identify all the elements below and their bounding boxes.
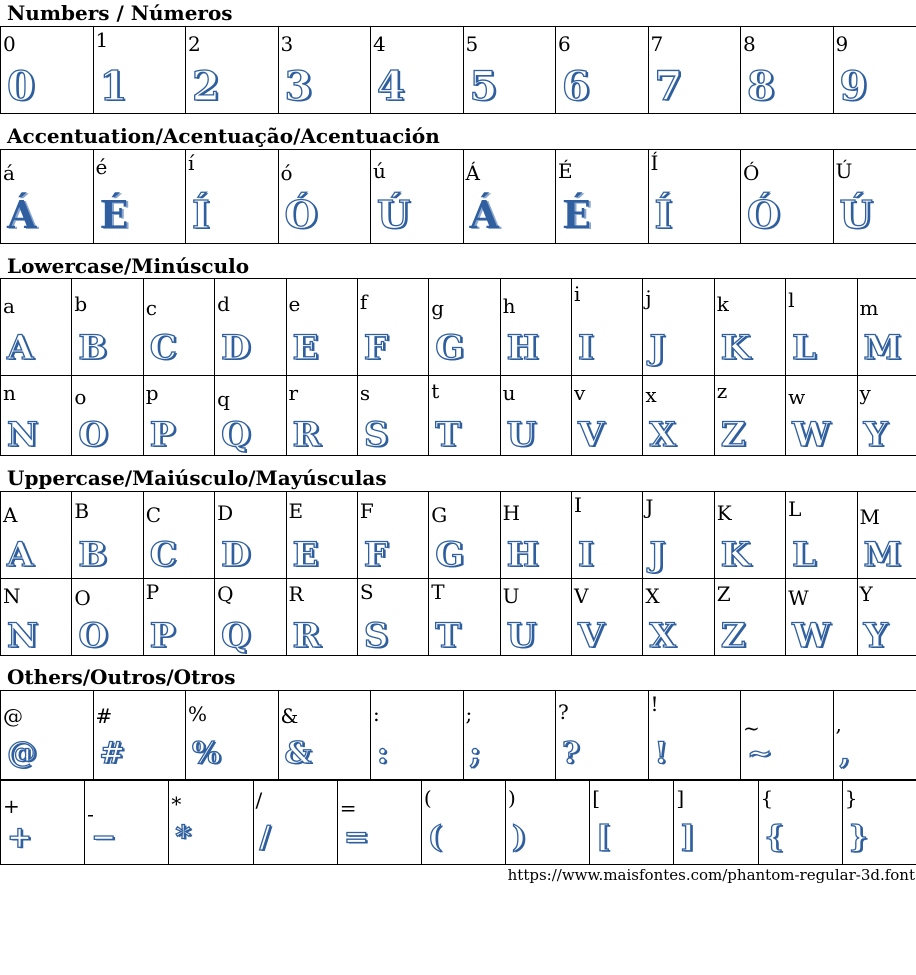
character-label: y <box>859 381 871 405</box>
character-label: k <box>716 292 729 316</box>
font-glyph-sample: T <box>435 415 461 455</box>
glyph-cell <box>278 27 371 114</box>
glyph-cell <box>143 579 214 656</box>
character-label: U <box>502 584 520 608</box>
glyph-cell <box>357 492 428 579</box>
font-glyph-sample: Ó <box>284 192 318 237</box>
font-glyph-sample: F <box>363 535 389 575</box>
glyph-cell <box>786 492 857 579</box>
character-label: q <box>217 387 230 411</box>
glyph-cell <box>72 279 143 376</box>
glyph-cell <box>643 279 714 376</box>
character-label: , <box>835 712 842 736</box>
glyph-cell <box>169 781 253 865</box>
font-glyph-sample: É <box>562 192 591 237</box>
character-label: 6 <box>558 32 571 56</box>
character-label: ? <box>558 700 569 724</box>
font-glyph-sample: 4 <box>377 63 405 110</box>
character-label: e <box>288 292 301 316</box>
glyph-cell <box>93 27 186 114</box>
character-label: s <box>359 381 371 405</box>
glyph-cell <box>337 781 421 865</box>
font-glyph-sample: % <box>192 736 221 771</box>
character-label: t <box>431 379 440 403</box>
character-label: z <box>716 379 728 403</box>
glyph-cell <box>215 279 286 376</box>
glyph-cell <box>1 27 94 114</box>
font-glyph-sample: S <box>363 616 389 656</box>
character-label: m <box>859 296 879 320</box>
font-glyph-sample: C <box>149 535 177 575</box>
glyph-cell <box>572 279 643 376</box>
font-glyph-sample: J <box>649 535 666 575</box>
character-label: 8 <box>743 32 756 56</box>
character-label: L <box>788 497 802 521</box>
glyph-cell <box>186 691 279 780</box>
character-label: j <box>645 286 652 310</box>
glyph-cell <box>643 492 714 579</box>
character-label: 0 <box>3 32 16 56</box>
font-glyph-sample: ; <box>469 736 481 771</box>
character-label: 1 <box>95 28 109 52</box>
character-label: / <box>255 788 263 812</box>
glyph-cell <box>1 492 72 579</box>
glyph-cell <box>648 150 741 244</box>
font-glyph-sample: 0 <box>7 63 35 110</box>
glyph-cell <box>463 691 556 780</box>
font-glyph-sample: 2 <box>192 63 220 110</box>
character-label: 7 <box>650 32 664 56</box>
font-glyph-sample: 3 <box>284 63 313 110</box>
glyph-cell <box>93 150 186 244</box>
font-glyph-sample: 1 <box>99 63 128 110</box>
character-label: ~ <box>743 716 760 740</box>
source-url[interactable]: https://www.maisfontes.com/phantom-regular-3d.font <box>507 866 915 884</box>
character-label: G <box>431 503 448 527</box>
character-label: f <box>359 290 368 314</box>
font-glyph-sample: Í <box>192 192 210 237</box>
glyph-cell <box>429 579 500 656</box>
font-glyph-sample: K <box>720 328 751 368</box>
glyph-cell <box>1 781 85 865</box>
font-glyph-sample: T <box>435 616 461 656</box>
character-label: ] <box>676 786 685 810</box>
character-label: g <box>431 296 445 320</box>
font-glyph-sample: D <box>221 328 251 368</box>
font-glyph-sample: 8 <box>747 63 775 110</box>
numbers-grid <box>0 26 916 114</box>
font-glyph-sample: M <box>863 535 902 575</box>
font-glyph-sample: Í <box>654 192 673 237</box>
character-label: M <box>859 505 880 529</box>
font-glyph-sample: Q <box>221 616 251 656</box>
character-label: O <box>74 586 91 610</box>
font-glyph-sample: L <box>792 328 817 368</box>
glyph-cell <box>371 27 464 114</box>
glyph-cell <box>463 27 556 114</box>
character-label: h <box>502 294 516 318</box>
character-label: d <box>217 292 230 316</box>
font-glyph-sample: I <box>578 328 594 368</box>
font-glyph-sample: F <box>363 328 389 368</box>
font-glyph-sample: A <box>7 328 34 368</box>
font-glyph-sample: = <box>343 820 369 855</box>
font-glyph-sample: & <box>284 736 312 771</box>
section-title-accentuation: Accentuation/Acentuação/Acentuación <box>7 124 440 148</box>
glyph-cell <box>429 492 500 579</box>
font-glyph-sample: { <box>764 820 784 855</box>
character-label: 2 <box>188 32 201 56</box>
glyph-cell <box>714 492 785 579</box>
character-label: J <box>645 495 654 519</box>
character-label: Ú <box>835 159 853 183</box>
glyph-cell <box>786 579 857 656</box>
character-label: 5 <box>465 32 479 56</box>
character-label: ) <box>508 786 516 810</box>
glyph-cell <box>286 376 357 456</box>
character-label: + <box>3 794 20 818</box>
character-label: * <box>171 792 182 816</box>
font-glyph-sample: E <box>292 535 319 575</box>
character-label: ( <box>423 786 432 810</box>
character-label: 9 <box>835 32 849 56</box>
font-glyph-sample: Q <box>221 415 251 455</box>
glyph-cell <box>741 150 834 244</box>
font-glyph-sample: O <box>78 616 108 656</box>
section-title-numbers: Numbers / Números <box>7 1 233 25</box>
glyph-cell <box>1 376 72 456</box>
font-glyph-sample: , <box>839 736 850 771</box>
character-label: H <box>502 501 521 525</box>
glyph-cell <box>72 579 143 656</box>
glyph-cell <box>833 150 916 244</box>
font-glyph-sample: Z <box>720 616 746 656</box>
character-label: R <box>288 582 304 606</box>
font-glyph-sample: ( <box>427 820 443 855</box>
glyph-cell <box>72 492 143 579</box>
glyph-cell <box>786 279 857 376</box>
glyph-cell <box>186 150 279 244</box>
font-glyph-sample: P <box>149 415 176 455</box>
font-glyph-sample: X <box>649 616 676 656</box>
character-label: - <box>87 802 94 826</box>
font-glyph-sample: } <box>848 820 869 855</box>
others-grid-2 <box>0 780 916 865</box>
font-glyph-sample: * <box>175 820 192 855</box>
font-glyph-sample: ! <box>654 736 668 771</box>
font-glyph-sample: / <box>259 820 271 855</box>
font-glyph-sample: 5 <box>469 63 498 110</box>
font-glyph-sample: Á <box>469 192 499 237</box>
font-glyph-sample: Y <box>863 616 888 656</box>
font-glyph-sample: G <box>435 328 465 368</box>
character-label: E <box>288 499 304 523</box>
glyph-cell <box>590 781 674 865</box>
glyph-cell <box>429 376 500 456</box>
font-glyph-sample: : <box>377 736 389 771</box>
font-glyph-sample: S <box>363 415 389 455</box>
character-label: D <box>217 501 234 525</box>
glyph-cell <box>506 781 590 865</box>
glyph-cell <box>278 691 371 780</box>
character-label: & <box>280 704 299 728</box>
font-glyph-sample: A <box>7 535 34 575</box>
glyph-cell <box>215 376 286 456</box>
glyph-cell <box>833 691 916 780</box>
character-label: w <box>788 385 806 409</box>
font-glyph-sample: L <box>792 535 817 575</box>
glyph-cell <box>93 691 186 780</box>
glyph-cell <box>186 27 279 114</box>
glyph-cell <box>429 279 500 376</box>
character-label: F <box>359 499 374 523</box>
font-glyph-sample: M <box>863 328 902 368</box>
character-label: ó <box>280 161 293 185</box>
character-label: c <box>145 296 157 320</box>
glyph-cell <box>286 579 357 656</box>
section-title-others: Others/Outros/Otros <box>7 665 236 689</box>
character-label: P <box>145 580 160 604</box>
character-label: u <box>502 381 516 405</box>
glyph-cell <box>842 781 916 865</box>
character-label: } <box>844 786 858 810</box>
font-glyph-sample: O <box>78 415 108 455</box>
glyph-cell <box>714 376 785 456</box>
font-glyph-sample: R <box>292 616 321 656</box>
glyph-cell <box>286 279 357 376</box>
font-glyph-sample: N <box>7 415 39 455</box>
font-glyph-sample: C <box>149 328 177 368</box>
character-label: W <box>788 586 809 610</box>
font-glyph-sample: G <box>435 535 465 575</box>
character-label: % <box>188 702 208 726</box>
character-label: A <box>3 503 18 527</box>
glyph-cell <box>371 691 464 780</box>
glyph-cell <box>857 579 916 656</box>
glyph-cell <box>556 150 649 244</box>
glyph-cell <box>286 492 357 579</box>
font-glyph-sample: R <box>292 415 321 455</box>
character-label: # <box>95 704 113 728</box>
font-glyph-sample: @ <box>7 736 37 771</box>
character-label: ú <box>373 159 386 183</box>
glyph-cell <box>674 781 758 865</box>
glyph-cell <box>143 376 214 456</box>
glyph-cell <box>357 579 428 656</box>
glyph-cell <box>714 579 785 656</box>
glyph-cell <box>500 279 571 376</box>
font-glyph-sample: H <box>506 328 539 368</box>
character-label: l <box>788 288 795 312</box>
font-glyph-sample: H <box>506 535 539 575</box>
glyph-cell <box>72 376 143 456</box>
glyph-cell <box>500 376 571 456</box>
glyph-cell <box>556 27 649 114</box>
character-label: r <box>288 381 299 405</box>
font-glyph-sample: É <box>99 192 129 237</box>
glyph-cell <box>556 691 649 780</box>
font-glyph-sample: N <box>7 616 39 656</box>
lowercase-grid <box>0 278 916 456</box>
glyph-cell <box>421 781 505 865</box>
character-label: Ó <box>743 161 760 185</box>
character-label: í <box>188 151 195 175</box>
font-glyph-sample: X <box>649 415 676 455</box>
glyph-cell <box>758 781 842 865</box>
character-label: T <box>431 580 445 604</box>
font-glyph-sample: P <box>149 616 176 656</box>
glyph-cell <box>278 150 371 244</box>
glyph-cell <box>857 492 916 579</box>
character-label: a <box>3 294 15 318</box>
character-label: x <box>645 383 657 407</box>
font-glyph-sample: U <box>506 616 537 656</box>
glyph-cell <box>357 376 428 456</box>
character-label: 3 <box>280 32 294 56</box>
glyph-cell <box>741 27 834 114</box>
character-label: n <box>3 381 16 405</box>
others-grid-1 <box>0 690 916 780</box>
font-glyph-sample: + <box>7 820 33 855</box>
font-glyph-sample: K <box>720 535 751 575</box>
glyph-cell <box>833 27 916 114</box>
font-glyph-sample: V <box>578 415 605 455</box>
accentuation-grid <box>0 149 916 244</box>
glyph-cell <box>648 27 741 114</box>
glyph-cell <box>143 279 214 376</box>
glyph-cell <box>741 691 834 780</box>
section-title-uppercase: Uppercase/Maiúsculo/Mayúsculas <box>7 466 387 490</box>
section-title-lowercase: Lowercase/Minúsculo <box>7 254 250 278</box>
character-label: p <box>145 381 159 405</box>
glyph-cell <box>643 579 714 656</box>
glyph-cell <box>253 781 337 865</box>
character-label: Á <box>465 161 480 185</box>
font-glyph-sample: W <box>792 415 831 455</box>
character-label: Y <box>859 582 873 606</box>
font-glyph-sample: Á <box>7 192 37 237</box>
glyph-cell <box>371 150 464 244</box>
character-label: I <box>574 493 582 517</box>
character-label: C <box>145 503 162 527</box>
glyph-cell <box>463 150 556 244</box>
character-label: B <box>74 499 90 523</box>
character-label: = <box>339 796 357 820</box>
font-glyph-sample: Z <box>720 415 746 455</box>
character-label: o <box>74 385 87 409</box>
font-glyph-sample: I <box>578 535 594 575</box>
character-label: i <box>574 282 581 306</box>
font-glyph-sample: − <box>91 820 117 855</box>
character-label: Q <box>217 582 234 606</box>
character-label: Í <box>650 151 659 175</box>
font-glyph-sample: 6 <box>562 63 590 110</box>
glyph-cell <box>572 492 643 579</box>
glyph-cell <box>1 691 94 780</box>
character-label: X <box>645 584 660 608</box>
character-label: v <box>574 381 586 405</box>
glyph-cell <box>1 150 94 244</box>
font-glyph-sample: ~ <box>747 736 773 771</box>
glyph-cell <box>857 279 916 376</box>
character-label: K <box>716 501 732 525</box>
glyph-cell <box>648 691 741 780</box>
uppercase-grid <box>0 491 916 656</box>
font-glyph-sample: B <box>78 535 108 575</box>
glyph-cell <box>85 781 169 865</box>
character-label: é <box>95 155 108 179</box>
font-glyph-sample: V <box>578 616 605 656</box>
character-label: ! <box>650 692 659 716</box>
glyph-cell <box>1 279 72 376</box>
character-label: { <box>760 786 774 810</box>
font-glyph-sample: Ú <box>377 192 411 237</box>
character-label: @ <box>3 704 23 728</box>
font-glyph-sample: Ú <box>839 192 873 237</box>
font-glyph-sample: U <box>506 415 537 455</box>
font-glyph-sample: J <box>649 328 666 368</box>
character-label: V <box>574 584 589 608</box>
font-glyph-sample: 7 <box>654 63 683 110</box>
font-glyph-sample: ? <box>562 736 580 771</box>
character-label: [ <box>592 786 601 810</box>
font-glyph-sample: B <box>78 328 108 368</box>
font-glyph-sample: 9 <box>839 63 868 110</box>
glyph-cell <box>500 492 571 579</box>
font-glyph-sample: [ <box>596 820 611 855</box>
glyph-cell <box>143 492 214 579</box>
font-glyph-sample: E <box>292 328 319 368</box>
glyph-cell <box>500 579 571 656</box>
font-glyph-sample: ] <box>680 820 695 855</box>
glyph-cell <box>714 279 785 376</box>
glyph-cell <box>215 579 286 656</box>
character-label: É <box>558 159 573 183</box>
glyph-cell <box>857 376 916 456</box>
glyph-cell <box>572 376 643 456</box>
glyph-cell <box>786 376 857 456</box>
character-label: N <box>3 584 21 608</box>
glyph-cell <box>1 579 72 656</box>
glyph-cell <box>572 579 643 656</box>
character-label: b <box>74 292 88 316</box>
character-label: S <box>359 580 374 604</box>
glyph-cell <box>215 492 286 579</box>
font-glyph-sample: ) <box>512 820 527 855</box>
character-label: Z <box>716 582 731 606</box>
font-glyph-sample: Ó <box>747 192 781 237</box>
font-glyph-sample: D <box>221 535 251 575</box>
glyph-cell <box>643 376 714 456</box>
character-label: 4 <box>373 32 386 56</box>
character-label: : <box>373 702 380 726</box>
character-label: ; <box>465 702 473 726</box>
glyph-cell <box>357 279 428 376</box>
font-glyph-sample: Y <box>863 415 888 455</box>
font-glyph-sample: # <box>99 736 125 771</box>
font-glyph-sample: W <box>792 616 831 656</box>
character-label: á <box>3 161 15 185</box>
